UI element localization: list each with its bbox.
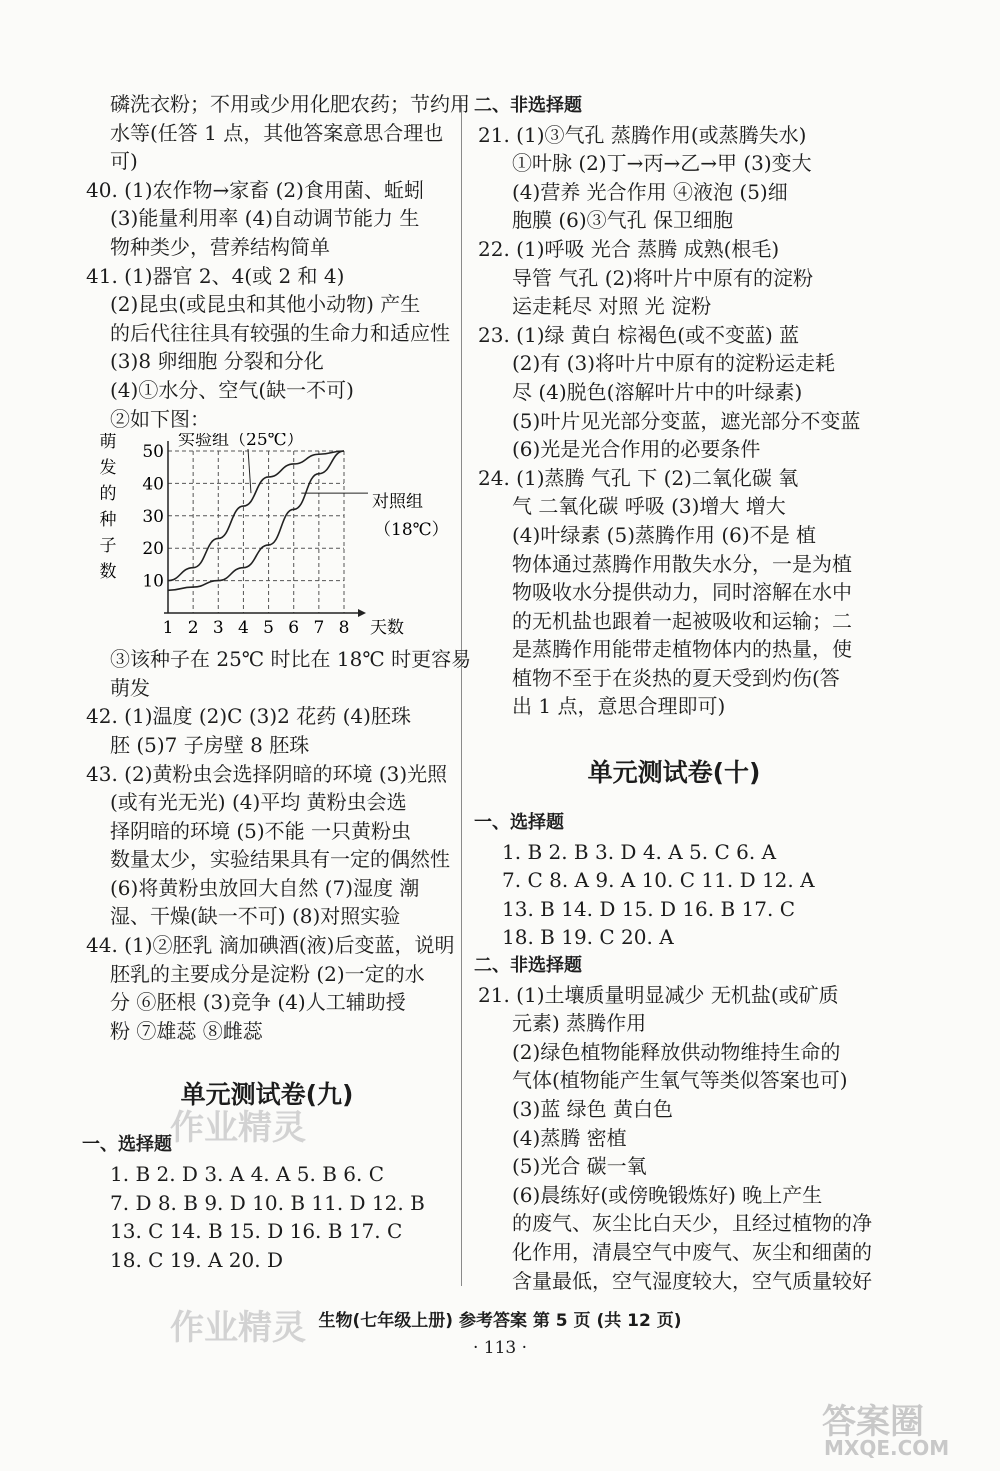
x-tick-label: 3 bbox=[212, 618, 224, 639]
text-line: 气 二氧化碳 呼吸 (3)增大 增大 bbox=[512, 494, 786, 519]
text-line: 的无机盐也跟着一起被吸收和运输；二 bbox=[512, 608, 852, 633]
page-footer: 生物(七年级上册) 参考答案 第 5 页 (共 12 页) bbox=[318, 1311, 682, 1331]
y-axis-label-char: 的 bbox=[99, 484, 117, 505]
x-tick-label: 6 bbox=[288, 618, 300, 639]
x-axis-label: 天数 bbox=[370, 618, 404, 639]
text-line: 粉 ⑦雄蕊 ⑧雌蕊 bbox=[110, 1018, 263, 1043]
text-line: (5)光合 碳一氧 bbox=[512, 1154, 647, 1179]
text-line: 21. (1)③气孔 蒸腾作用(或蒸腾失水) bbox=[478, 122, 807, 147]
text-line: 萌发 bbox=[110, 675, 150, 700]
text-line: 含量最低，空气湿度较大，空气质量较好 bbox=[512, 1268, 872, 1293]
y-tick-label: 40 bbox=[142, 474, 164, 495]
page-number: · 113 · bbox=[472, 1338, 528, 1358]
text-line: (4)营养 光合作用 ④液泡 (5)细 bbox=[512, 179, 788, 204]
series-label-control: 对照组 bbox=[372, 492, 423, 513]
watermark-logo: 作业精灵 bbox=[170, 1108, 306, 1148]
text-line: 的后代往往具有较强的生命力和适应性 bbox=[110, 320, 450, 345]
text-line: 择阴暗的环境 (5)不能 一只黄粉虫 bbox=[110, 818, 412, 843]
text-line: 胚乳的主要成分是淀粉 (2)一定的水 bbox=[110, 961, 425, 986]
section-nonchoice-heading-2: 二、非选择题 bbox=[474, 955, 582, 977]
text-line: 运走耗尽 对照 光 淀粉 bbox=[512, 294, 712, 319]
text-line: 13. B 14. D 15. D 16. B 17. C bbox=[502, 896, 796, 921]
x-axis-arrow bbox=[358, 609, 366, 617]
section-nonchoice-heading: 二、非选择题 bbox=[474, 95, 582, 116]
text-line: 23. (1)绿 黄白 棕褐色(或不变蓝) 蓝 bbox=[478, 322, 800, 347]
series-line-control bbox=[168, 451, 344, 590]
text-line: 43. (2)黄粉虫会选择阴暗的环境 (3)光照 bbox=[86, 761, 448, 786]
text-line: 植物不至于在炎热的夏天受到灼伤(答 bbox=[512, 665, 840, 690]
series-label-experiment: 实验组（25℃） bbox=[178, 433, 304, 451]
unit-title-10: 单元测试卷(十) bbox=[587, 758, 761, 788]
text-line: 的废气、灰尘比白天少，且经过植物的净 bbox=[512, 1211, 872, 1236]
y-tick-label: 10 bbox=[142, 571, 164, 592]
text-line: 18. C 19. A 20. D bbox=[110, 1247, 283, 1272]
text-line: (4)①水分、空气(缺一不可) bbox=[110, 377, 354, 402]
watermark-site-logo: 答案圈 bbox=[822, 1402, 924, 1442]
line-chart-svg bbox=[86, 433, 448, 645]
text-line: 元素) 蒸腾作用 bbox=[512, 1011, 647, 1036]
text-line: 13. C 14. B 15. D 16. B 17. C bbox=[110, 1219, 403, 1244]
y-tick-label: 50 bbox=[142, 442, 164, 463]
text-line: 湿、干燥(缺一不可) (8)对照实验 bbox=[110, 904, 401, 929]
text-line: 尽 (4)脱色(溶解叶片中的叶绿素) bbox=[512, 379, 803, 404]
watermark-logo-2: 作业精灵 bbox=[170, 1308, 306, 1348]
text-line: 出 1 点，意思合理即可) bbox=[512, 694, 726, 719]
text-line: (2)有 (3)将叶片中原有的淀粉运走耗 bbox=[512, 351, 836, 376]
x-tick-label: 1 bbox=[162, 618, 174, 639]
text-line: 是蒸腾作用能带走植物体内的热量，使 bbox=[512, 637, 852, 662]
text-line: 数量太少，实验结果具有一定的偶然性 bbox=[110, 847, 450, 872]
text-line: 7. D 8. B 9. D 10. B 11. D 12. B bbox=[110, 1190, 425, 1215]
text-line: ③该种子在 25℃ 时比在 18℃ 时更容易 bbox=[110, 647, 472, 672]
text-line: (4)蒸腾 密植 bbox=[512, 1125, 627, 1150]
text-line: 7. C 8. A 9. A 10. C 11. D 12. A bbox=[502, 868, 815, 893]
watermark-site-url: MXQE.COM bbox=[824, 1436, 950, 1460]
text-line: 胞膜 (6)③气孔 保卫细胞 bbox=[512, 208, 734, 233]
y-tick-label: 20 bbox=[142, 539, 164, 560]
series-label-control-temp: （18℃） bbox=[374, 520, 448, 541]
text-line: 1. B 2. D 3. A 4. A 5. B 6. C bbox=[110, 1162, 385, 1187]
right-column bbox=[474, 90, 872, 1295]
x-tick-label: 5 bbox=[263, 618, 274, 639]
text-line: (3)8 卵细胞 分裂和分化 bbox=[110, 349, 324, 374]
leader-line-experiment bbox=[248, 449, 251, 493]
text-line: 化作用，清晨空气中废气、灰尘和细菌的 bbox=[512, 1239, 872, 1264]
x-tick-label: 4 bbox=[238, 618, 249, 639]
text-line: 24. (1)蒸腾 气孔 下 (2)二氧化碳 氧 bbox=[478, 465, 799, 490]
text-line: 可) bbox=[110, 149, 138, 174]
text-line: 物体通过蒸腾作用散失水分，一是为植 bbox=[512, 551, 852, 576]
text-line: 分 ⑥胚根 (3)竞争 (4)人工辅助授 bbox=[110, 990, 406, 1015]
section-choice-heading: 一、选择题 bbox=[82, 1134, 172, 1156]
text-line: 41. (1)器官 2、4(或 2 和 4) bbox=[86, 263, 345, 288]
text-line: (或有光无光) (4)平均 黄粉虫会选 bbox=[110, 790, 407, 815]
text-line: 18. B 19. C 20. A bbox=[502, 925, 674, 950]
text-line: (5)叶片见光部分变蓝，遮光部分不变蓝 bbox=[512, 408, 861, 433]
text-line: 1. B 2. B 3. D 4. A 5. C 6. A bbox=[502, 839, 777, 864]
text-line: 物种类少，营养结构简单 bbox=[110, 234, 330, 259]
text-line: (2)绿色植物能释放供动物维持生命的 bbox=[512, 1039, 841, 1064]
text-line: 44. (1)②胚乳 滴加碘酒(液)后变蓝，说明 bbox=[86, 933, 455, 958]
text-line: 22. (1)呼吸 光合 蒸腾 成熟(根毛) bbox=[478, 236, 780, 261]
text-line: (2)昆虫(或昆虫和其他小动物) 产生 bbox=[110, 292, 421, 317]
text-line: 导管 气孔 (2)将叶片中原有的淀粉 bbox=[512, 265, 814, 290]
text-line: ①叶脉 (2)丁→丙→乙→甲 (3)变大 bbox=[512, 151, 812, 176]
y-axis-label-char: 种 bbox=[99, 510, 117, 531]
text-line: (3)能量利用率 (4)自动调节能力 生 bbox=[110, 206, 420, 231]
unit-title-9: 单元测试卷(九) bbox=[180, 1080, 354, 1110]
text-line: (3)蓝 绿色 黄白色 bbox=[512, 1097, 674, 1121]
germination-chart bbox=[86, 433, 448, 645]
left-column bbox=[82, 90, 472, 1274]
text-line: (6)将黄粉虫放回大自然 (7)湿度 潮 bbox=[110, 875, 420, 900]
x-tick-label: 7 bbox=[313, 618, 325, 639]
text-line: 磷洗衣粉；不用或少用化肥农药；节约用 bbox=[110, 92, 470, 116]
y-axis-label-char: 萌 bbox=[99, 433, 117, 453]
text-line: 40. (1)农作物→家畜 (2)食用菌、蚯蚓 bbox=[86, 177, 424, 202]
y-axis-label-char: 发 bbox=[99, 458, 117, 479]
x-tick-label: 8 bbox=[338, 618, 350, 639]
y-tick-label: 30 bbox=[142, 506, 164, 527]
text-line: (6)晨练好(或傍晚锻炼好) 晚上产生 bbox=[512, 1182, 823, 1207]
text-line: 21. (1)土壤质量明显减少 无机盐(或矿质 bbox=[478, 982, 839, 1007]
text-line: 42. (1)温度 (2)C (3)2 花药 (4)胚珠 bbox=[86, 704, 411, 729]
text-line: (4)叶绿素 (5)蒸腾作用 (6)不是 植 bbox=[512, 522, 817, 547]
text-line: (6)光是光合作用的必要条件 bbox=[512, 437, 761, 462]
text-line: 水等(任答 1 点，其他答案意思合理也 bbox=[110, 120, 444, 145]
text-line: 胚 (5)7 子房壁 8 胚珠 bbox=[110, 732, 310, 757]
column-divider bbox=[461, 98, 462, 1286]
y-axis-label-char: 子 bbox=[99, 536, 117, 557]
x-tick-label: 2 bbox=[187, 618, 199, 639]
section-choice-heading-2: 一、选择题 bbox=[474, 812, 564, 834]
text-line: ②如下图： bbox=[110, 406, 210, 431]
y-axis-label-char: 数 bbox=[99, 562, 117, 583]
text-line: 气体(植物能产生氧气等类似答案也可) bbox=[512, 1068, 848, 1093]
text-line: 物吸收水分提供动力，同时溶解在水中 bbox=[512, 580, 852, 605]
